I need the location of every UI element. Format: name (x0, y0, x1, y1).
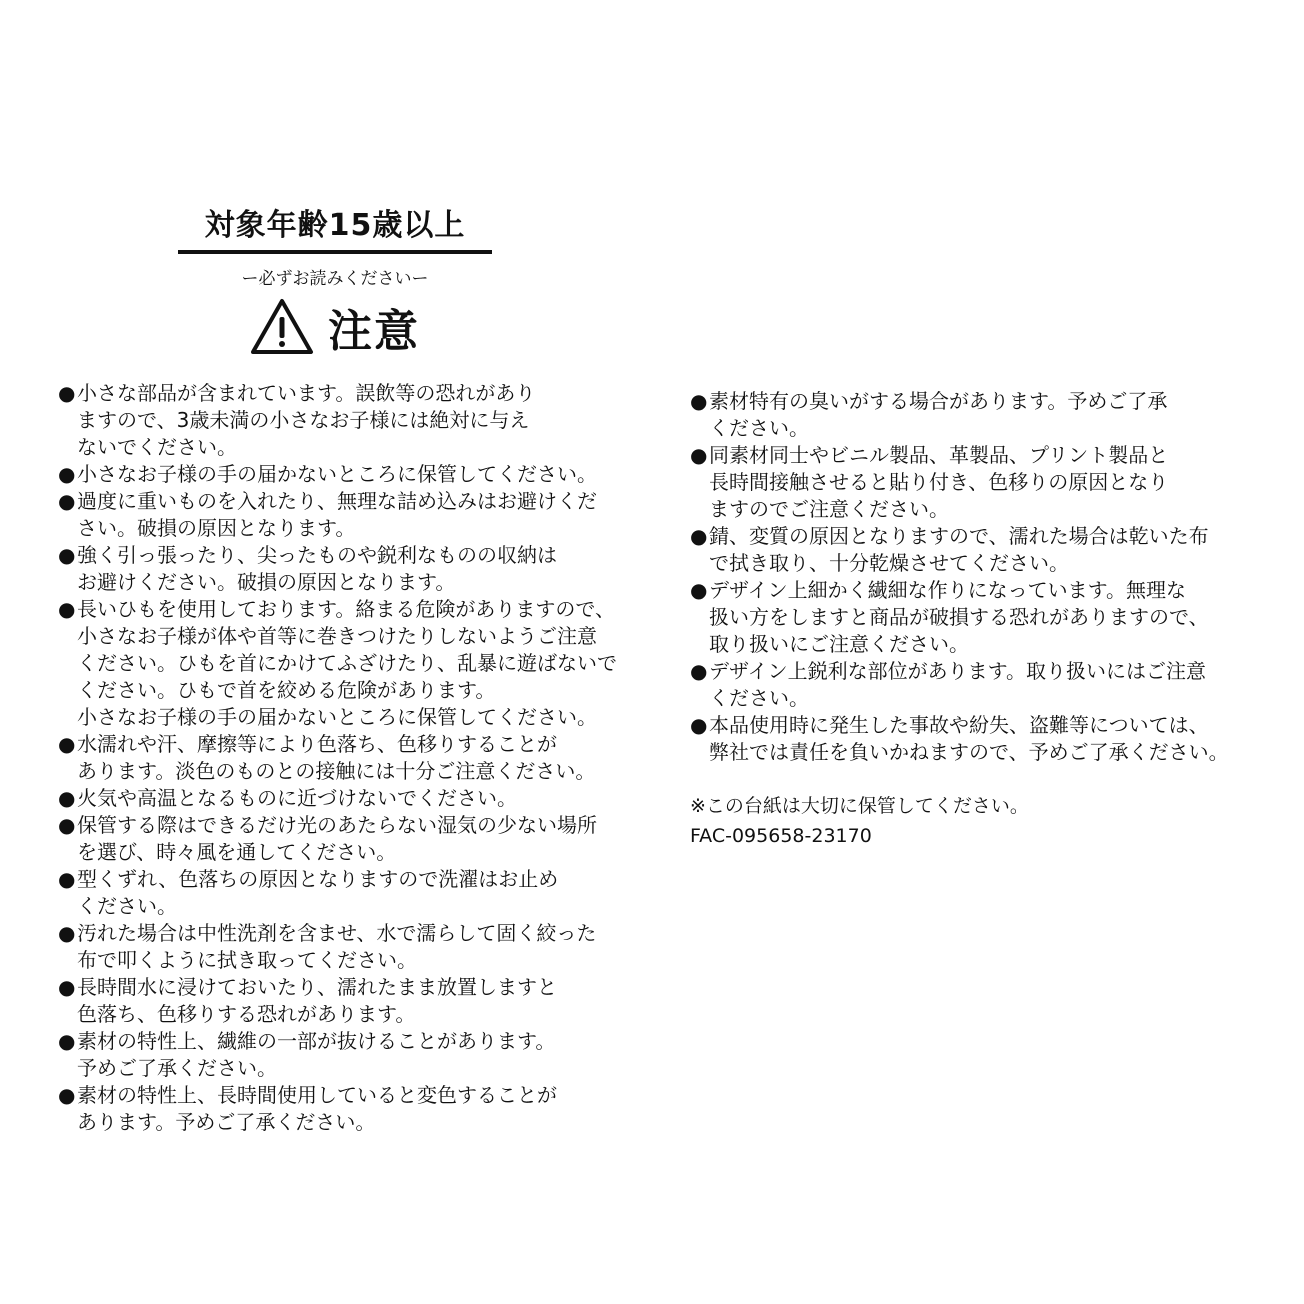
left-item (58, 1082, 628, 1136)
right-item (690, 577, 1275, 658)
left-item-line: を選び、時々風を通してください。 (77, 840, 397, 864)
bullet-icon: ● (690, 389, 708, 413)
right-item-line: ください。 (709, 686, 809, 710)
left-item-line: ください。ひもを首にかけてふざけたり、乱暴に遊ばないで (77, 651, 617, 675)
left-item (58, 974, 628, 1028)
bullet-icon: ● (58, 867, 76, 891)
left-item-line: あります。予めご了承ください。 (77, 1110, 376, 1134)
right-item-text (709, 442, 1275, 523)
left-item-text (77, 596, 628, 731)
bullet-icon: ● (58, 1029, 76, 1053)
left-item-line: 布で叩くように拭き取ってください。 (77, 948, 417, 972)
left-item-line: 強く引っ張ったり、尖ったものや鋭利なものの収納は (77, 543, 557, 567)
right-item-text (709, 577, 1275, 658)
bullet-icon: ● (58, 489, 76, 513)
left-item-text (77, 1028, 628, 1082)
left-item-line: 色落ち、色移りする恐れがあります。 (77, 1002, 416, 1026)
left-item-text (77, 542, 628, 596)
warning-triangle-icon (250, 298, 314, 356)
bullet-icon: ● (58, 975, 76, 999)
left-item-line: 予めご了承ください。 (77, 1056, 277, 1080)
left-item (58, 596, 628, 731)
bullet-icon: ● (690, 443, 708, 467)
left-item (58, 461, 628, 488)
left-item (58, 920, 628, 974)
left-item (58, 542, 628, 596)
right-item-line: デザイン上鋭利な部位があります。取り扱いにはご注意 (709, 659, 1206, 683)
right-item-line: デザイン上細かく繊細な作りになっています。無理な (709, 578, 1186, 602)
product-code: FAC-095658-23170 (690, 825, 872, 847)
right-item-line: で拭き取り、十分乾燥させてください。 (709, 551, 1069, 575)
right-item-line: 同素材同士やビニル製品、革製品、プリント製品と (709, 443, 1169, 467)
left-item-line: 小さなお子様の手の届かないところに保管してください。 (77, 462, 597, 486)
left-item-line: 小さなお子様の手の届かないところに保管してください。 (77, 705, 597, 729)
bullet-icon: ● (58, 786, 76, 810)
left-item-line: 素材の特性上、長時間使用していると変色することが (77, 1083, 557, 1107)
bullet-icon: ● (58, 732, 76, 756)
right-item-text (709, 712, 1275, 766)
bullet-icon: ● (58, 1083, 76, 1107)
left-item-text (77, 380, 628, 461)
right-item-line: 扱い方をしますと商品が破損する恐れがありますので、 (709, 605, 1209, 629)
left-item-line: ください。 (77, 894, 177, 918)
left-item-line: 小さなお子様が体や首等に巻きつけたりしないようご注意 (77, 624, 597, 648)
right-item-text (709, 658, 1275, 712)
bullet-icon: ● (690, 659, 708, 683)
right-item (690, 442, 1275, 523)
left-item-text (77, 974, 628, 1028)
right-item (690, 712, 1275, 766)
left-item (58, 488, 628, 542)
right-item (690, 658, 1275, 712)
left-item-text (77, 785, 628, 812)
left-caution-list (58, 380, 628, 1136)
right-item-text (709, 523, 1275, 577)
left-item (58, 866, 628, 920)
left-item-text (77, 812, 628, 866)
left-item-line: 長いひもを使用しております。絡まる危険がありますので、 (77, 597, 615, 621)
left-item-line: あります。淡色のものとの接触には十分ご注意ください。 (77, 759, 596, 783)
left-item (58, 731, 628, 785)
right-item-line: 素材特有の臭いがする場合があります。予めご了承 (709, 389, 1168, 413)
left-item-text (77, 1082, 628, 1136)
bullet-icon: ● (690, 713, 708, 737)
left-item-text (77, 920, 628, 974)
left-item-line: 火気や高温となるものに近づけないでください。 (77, 786, 517, 810)
right-item (690, 388, 1275, 442)
left-item-line: ますので、3歳未満の小さなお子様には絶対に与え (77, 408, 530, 432)
left-item-line: お避けください。破損の原因となります。 (77, 570, 456, 594)
bullet-icon: ● (58, 543, 76, 567)
caution-title: 注意 (328, 306, 420, 357)
left-item-line: 水濡れや汗、摩擦等により色落ち、色移りすることが (77, 732, 557, 756)
left-item-line: さい。破損の原因となります。 (77, 516, 356, 540)
right-item-line: 弊社では責任を負いかねますので、予めご了承ください。 (709, 740, 1229, 764)
right-item-line: 錆、変質の原因となりますので、濡れた場合は乾いた布 (709, 524, 1209, 548)
header-block (178, 200, 492, 359)
left-item-line: 汚れた場合は中性洗剤を含ませ、水で濡らして固く絞った (77, 921, 597, 945)
right-item-line: 長時間接触させると貼り付き、色移りの原因となり (709, 470, 1169, 494)
bullet-icon: ● (690, 578, 708, 602)
right-item-line: 取り扱いにご注意ください。 (709, 632, 969, 656)
left-item (58, 1028, 628, 1082)
left-item (58, 812, 628, 866)
left-item (58, 380, 628, 461)
footer-note: ※この台紙は大切に保管してください。 (690, 795, 1029, 817)
bullet-icon: ● (58, 381, 76, 405)
right-item-text (709, 388, 1275, 442)
right-item (690, 523, 1275, 577)
right-caution-list (690, 388, 1275, 766)
left-item-line: 長時間水に浸けておいたり、濡れたまま放置しますと (77, 975, 557, 999)
bullet-icon: ● (58, 813, 76, 837)
bullet-icon: ● (58, 597, 76, 621)
left-item-line: 小さな部品が含まれています。誤飲等の恐れがあり (77, 381, 536, 405)
left-item-line: 型くずれ、色落ちの原因となりますので洗濯はお止め (77, 867, 559, 891)
age-title: 対象年齢15歳以上 (178, 200, 492, 254)
bullet-icon: ● (58, 462, 76, 486)
left-item-line: 保管する際はできるだけ光のあたらない湿気の少ない場所 (77, 813, 597, 837)
right-item-line: ますのでご注意ください。 (709, 497, 949, 521)
bullet-icon: ● (690, 524, 708, 548)
subtitle: ー必ずお読みくださいー (241, 269, 429, 289)
left-item-text (77, 488, 628, 542)
right-item-line: 本品使用時に発生した事故や紛失、盗難等については、 (709, 713, 1209, 737)
left-item-line: 素材の特性上、繊維の一部が抜けることがあります。 (77, 1029, 556, 1053)
left-item-line: ないでください。 (77, 435, 237, 459)
left-item (58, 785, 628, 812)
left-item-line: ください。ひもで首を絞める危険があります。 (77, 678, 496, 702)
left-item-text (77, 461, 628, 488)
left-item-text (77, 866, 628, 920)
right-item-line: ください。 (709, 416, 809, 440)
caution-heading (178, 295, 492, 359)
bullet-icon: ● (58, 921, 76, 945)
left-item-line: 過度に重いものを入れたり、無理な詰め込みはお避けくだ (77, 489, 597, 513)
left-item-text (77, 731, 628, 785)
